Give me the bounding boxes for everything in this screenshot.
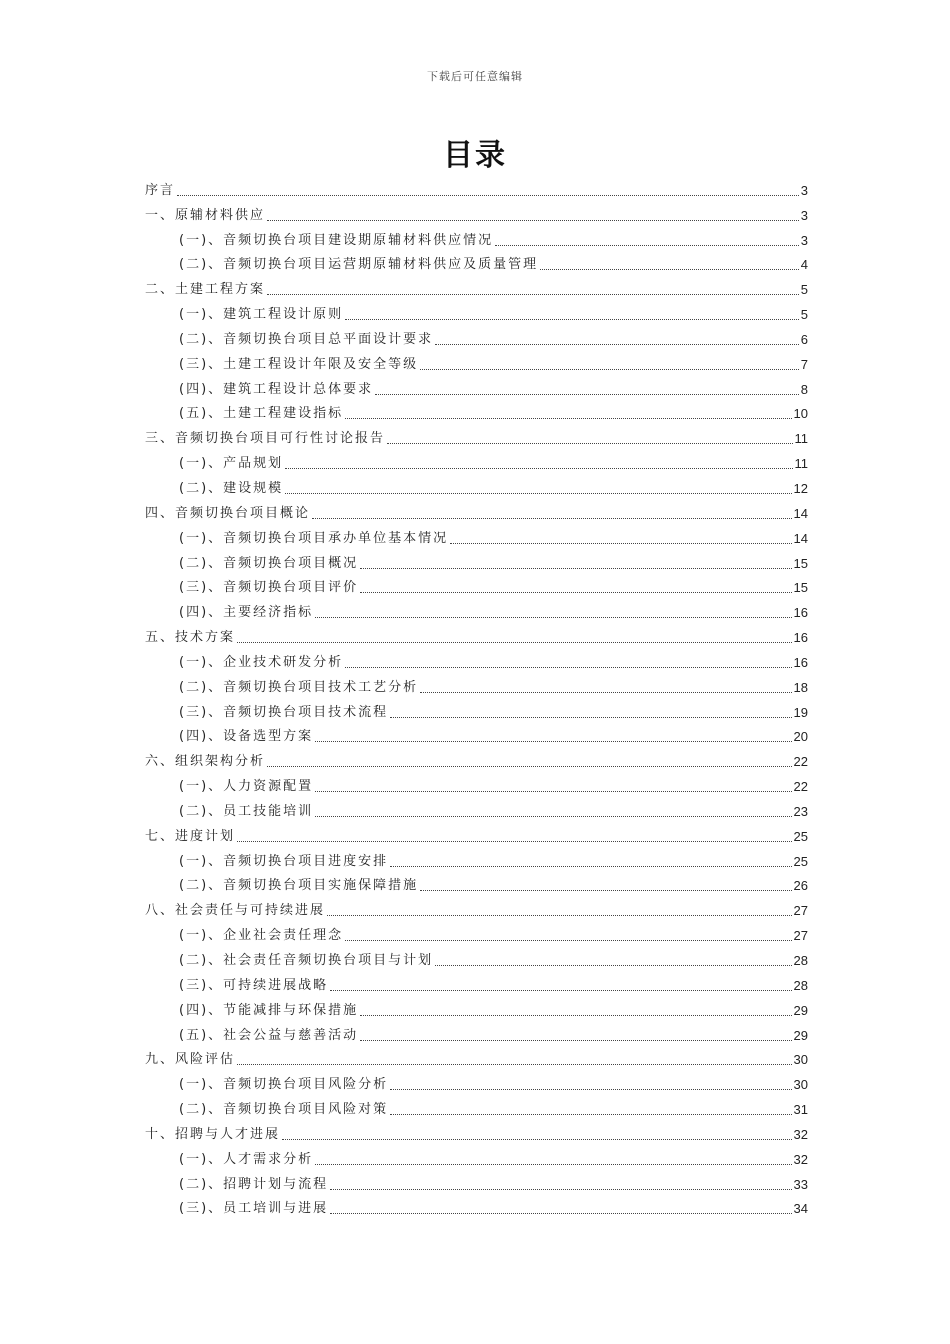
toc-entry-page-number: 12	[793, 480, 808, 496]
dot-leader	[345, 940, 791, 941]
dot-leader	[315, 816, 791, 817]
toc-entry-text: (二)、音频切换台项目总平面设计要求	[179, 331, 434, 347]
dot-leader	[540, 269, 799, 270]
toc-entry[interactable]	[145, 447, 808, 472]
toc-entry-page-number: 5	[800, 307, 808, 323]
toc-entry[interactable]	[145, 398, 808, 423]
toc-entry-text: (一)、人才需求分析	[179, 1151, 314, 1167]
dot-leader	[237, 642, 792, 643]
dot-leader	[237, 841, 792, 842]
dot-leader	[315, 741, 791, 742]
toc-entry[interactable]	[145, 298, 808, 323]
toc-entry-page-number: 34	[793, 1201, 808, 1217]
dot-leader	[330, 1213, 791, 1214]
toc-entry[interactable]	[145, 795, 808, 820]
toc-entry-page-number: 22	[793, 779, 808, 795]
dot-leader	[390, 866, 791, 867]
toc-entry-page-number: 23	[793, 803, 808, 819]
toc-entry-page-number: 14	[793, 505, 808, 521]
toc-entry-text: (一)、音频切换台项目建设期原辅材料供应情况	[179, 232, 494, 248]
toc-entry[interactable]	[145, 721, 808, 746]
toc-entry-text: 五、技术方案	[145, 630, 236, 646]
dot-leader	[390, 717, 791, 718]
dot-leader	[375, 394, 799, 395]
dot-leader	[267, 766, 792, 767]
toc-entry-text: (二)、建设规模	[179, 480, 284, 496]
toc-entry[interactable]	[145, 696, 808, 721]
dot-leader	[315, 617, 791, 618]
toc-entry-page-number: 18	[793, 679, 808, 695]
toc-entry-text: (一)、人力资源配置	[179, 779, 314, 795]
toc-entry-text: (五)、土建工程建设指标	[179, 406, 344, 422]
toc-entry[interactable]	[145, 373, 808, 398]
toc-entry-page-number: 15	[793, 555, 808, 571]
toc-entry-text: 三、音频切换台项目可行性讨论报告	[145, 431, 386, 447]
toc-entry-page-number: 32	[793, 1151, 808, 1167]
toc-entry-page-number: 27	[793, 903, 808, 919]
dot-leader	[420, 692, 791, 693]
toc-entry-page-number: 27	[793, 928, 808, 944]
toc-entry-text: (二)、音频切换台项目风险对策	[179, 1102, 389, 1118]
toc-entry[interactable]	[145, 919, 808, 944]
toc-entry-text: (二)、招聘计划与流程	[179, 1176, 329, 1192]
dot-leader	[330, 990, 791, 991]
dot-leader	[345, 319, 799, 320]
toc-entry[interactable]	[145, 422, 808, 447]
dot-leader	[345, 418, 791, 419]
toc-entry-page-number: 25	[793, 853, 808, 869]
toc-entry-page-number: 11	[794, 431, 808, 447]
toc-entry-text: (五)、社会公益与慈善活动	[179, 1027, 359, 1043]
toc-entry-text: (三)、音频切换台项目评价	[179, 580, 359, 596]
toc-entry[interactable]	[145, 1143, 808, 1168]
toc-title: 目录	[443, 138, 507, 173]
toc-entry[interactable]	[145, 199, 808, 224]
toc-entry-page-number: 7	[800, 356, 808, 372]
toc-entry-page-number: 19	[793, 704, 808, 720]
toc-entry-page-number: 32	[793, 1126, 808, 1142]
toc-entry-text: (一)、音频切换台项目风险分析	[179, 1077, 389, 1093]
toc-entry-page-number: 15	[793, 580, 808, 596]
toc-entry-text: 序言	[145, 182, 176, 198]
dot-leader	[315, 791, 791, 792]
toc-entry-text: (二)、音频切换台项目技术工艺分析	[179, 679, 419, 695]
dot-leader	[330, 1189, 791, 1190]
dot-leader	[435, 965, 791, 966]
dot-leader	[360, 1040, 791, 1041]
toc-entry[interactable]	[145, 174, 808, 199]
toc-entry[interactable]	[145, 1068, 808, 1093]
toc-entry-page-number: 30	[793, 1052, 808, 1068]
toc-entry[interactable]	[145, 1118, 808, 1143]
toc-entry-text: (一)、产品规划	[179, 456, 284, 472]
toc-entry[interactable]	[145, 547, 808, 572]
toc-entry[interactable]	[145, 572, 808, 597]
toc-entry-page-number: 5	[800, 282, 808, 298]
toc-entry-text: 十、招聘与人才进展	[145, 1126, 281, 1142]
header-note: 下载后可任意编辑	[427, 70, 523, 83]
toc-entry-text: 九、风险评估	[145, 1052, 236, 1068]
dot-leader	[390, 1089, 791, 1090]
toc-entry[interactable]	[145, 273, 808, 298]
toc-entry-page-number: 3	[800, 232, 808, 248]
toc-entry[interactable]	[145, 969, 808, 994]
toc-entry-page-number: 29	[793, 1002, 808, 1018]
dot-leader	[267, 220, 799, 221]
toc-entry-page-number: 28	[793, 953, 808, 968]
dot-leader	[312, 518, 792, 519]
toc-entry-text: (一)、企业社会责任理念	[179, 928, 344, 944]
toc-entry[interactable]	[145, 894, 808, 919]
toc-entry-text: (二)、社会责任音频切换台项目与计划	[179, 953, 434, 968]
table-of-contents	[145, 174, 808, 1217]
toc-entry-page-number: 11	[794, 456, 808, 472]
dot-leader	[390, 1114, 791, 1115]
toc-entry-text: 一、原辅材料供应	[145, 207, 266, 223]
toc-entry-text: (四)、节能减排与环保措施	[179, 1002, 359, 1018]
toc-entry-page-number: 28	[793, 977, 808, 993]
toc-entry[interactable]	[145, 1044, 808, 1069]
dot-leader	[420, 890, 791, 891]
toc-entry-text: 八、社会责任与可持续进展	[145, 903, 326, 919]
dot-leader	[177, 195, 799, 196]
toc-entry-text: (二)、音频切换台项目实施保障措施	[179, 878, 419, 894]
toc-entry[interactable]	[145, 621, 808, 646]
toc-entry-text: (一)、音频切换台项目进度安排	[179, 853, 389, 869]
dot-leader	[285, 468, 792, 469]
toc-entry[interactable]	[145, 994, 808, 1019]
toc-entry-page-number: 3	[800, 207, 808, 223]
dot-leader	[360, 568, 791, 569]
toc-entry-page-number: 29	[793, 1027, 808, 1043]
toc-entry-text: (一)、建筑工程设计原则	[179, 307, 344, 323]
dot-leader	[495, 245, 799, 246]
toc-entry-page-number: 26	[793, 878, 808, 894]
dot-leader	[450, 543, 791, 544]
toc-entry[interactable]	[145, 646, 808, 671]
toc-entry[interactable]	[145, 1193, 808, 1218]
toc-entry-page-number: 16	[793, 654, 808, 670]
toc-entry[interactable]	[145, 249, 808, 274]
toc-entry-text: (四)、主要经济指标	[179, 605, 314, 621]
toc-entry[interactable]	[145, 870, 808, 895]
toc-entry-page-number: 10	[793, 406, 808, 422]
toc-entry-page-number: 33	[793, 1176, 808, 1192]
dot-leader	[327, 915, 792, 916]
dot-leader	[360, 1015, 791, 1016]
toc-entry-page-number: 20	[793, 729, 808, 745]
dot-leader	[420, 369, 799, 370]
dot-leader	[282, 1139, 792, 1140]
toc-entry-page-number: 30	[793, 1077, 808, 1093]
toc-entry-page-number: 22	[793, 754, 808, 770]
toc-entry-text: (一)、企业技术研发分析	[179, 654, 344, 670]
toc-entry-text: 六、组织架构分析	[145, 754, 266, 770]
dot-leader	[435, 344, 799, 345]
toc-entry[interactable]	[145, 1093, 808, 1118]
toc-entry-text: (三)、员工培训与进展	[179, 1201, 329, 1217]
toc-entry-text: 二、土建工程方案	[145, 282, 266, 298]
toc-entry-page-number: 16	[793, 630, 808, 646]
toc-entry[interactable]	[145, 224, 808, 249]
toc-entry-page-number: 4	[800, 257, 808, 273]
toc-entry[interactable]	[145, 671, 808, 696]
dot-leader	[285, 493, 791, 494]
toc-entry-text: 七、进度计划	[145, 828, 236, 844]
toc-entry-text: 四、音频切换台项目概论	[145, 505, 311, 521]
dot-leader	[237, 1064, 792, 1065]
toc-entry[interactable]	[145, 1168, 808, 1193]
toc-entry-text: (一)、音频切换台项目承办单位基本情况	[179, 530, 449, 546]
toc-entry-text: (二)、音频切换台项目概况	[179, 555, 359, 571]
dot-leader	[315, 1164, 791, 1165]
toc-entry-text: (三)、可持续进展战略	[179, 977, 329, 993]
toc-entry[interactable]	[145, 1019, 808, 1044]
toc-entry[interactable]	[145, 522, 808, 547]
toc-entry-text: (二)、音频切换台项目运营期原辅材料供应及质量管理	[179, 257, 539, 273]
dot-leader	[360, 592, 791, 593]
toc-entry-text: (三)、音频切换台项目技术流程	[179, 704, 389, 720]
toc-entry[interactable]	[145, 596, 808, 621]
toc-entry[interactable]	[145, 497, 808, 522]
toc-entry[interactable]	[145, 323, 808, 348]
dot-leader	[267, 294, 799, 295]
toc-entry[interactable]	[145, 745, 808, 770]
toc-entry-page-number: 8	[800, 381, 808, 397]
toc-entry-text: (二)、员工技能培训	[179, 803, 314, 819]
toc-entry[interactable]	[145, 820, 808, 845]
toc-entry-page-number: 16	[793, 605, 808, 621]
toc-entry[interactable]	[145, 348, 808, 373]
toc-entry[interactable]	[145, 845, 808, 870]
dot-leader	[345, 667, 791, 668]
toc-entry[interactable]	[145, 944, 808, 969]
toc-entry-page-number: 14	[793, 530, 808, 546]
toc-entry-page-number: 25	[793, 828, 808, 844]
dot-leader	[387, 443, 792, 444]
toc-entry-text: (四)、建筑工程设计总体要求	[179, 381, 374, 397]
toc-entry[interactable]	[145, 770, 808, 795]
toc-entry[interactable]	[145, 472, 808, 497]
toc-entry-page-number: 3	[800, 182, 808, 198]
toc-entry-text: (三)、土建工程设计年限及安全等级	[179, 356, 419, 372]
toc-entry-page-number: 6	[800, 331, 808, 347]
toc-entry-text: (四)、设备选型方案	[179, 729, 314, 745]
toc-entry-page-number: 31	[793, 1102, 808, 1118]
